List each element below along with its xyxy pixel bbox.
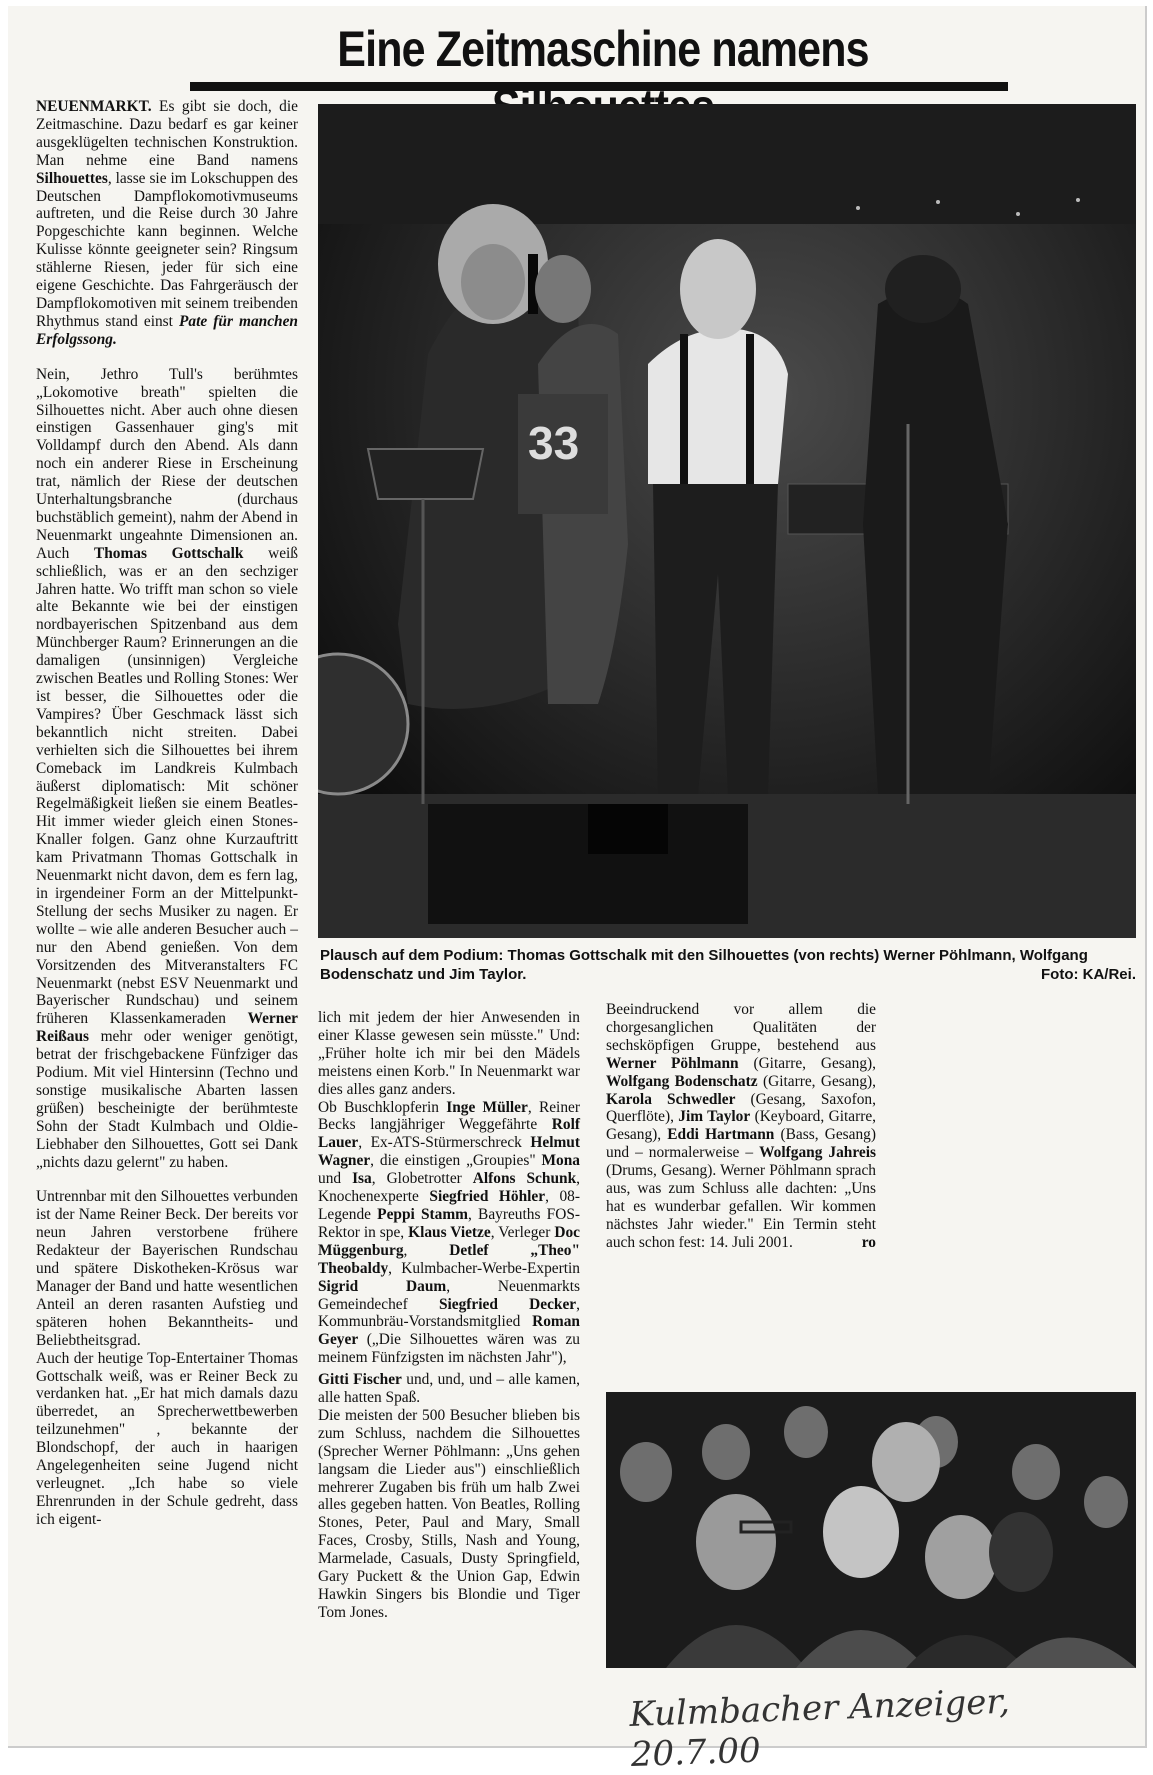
column-1 (36, 98, 298, 1529)
paragraph-klasse: lich mit jedem der hier Anwesenden in einer Klasse gewesen sein müsste." Und: „Früher holte ich mir bei den Mädels meistens einen Korb." In Neuenmarkt war dies alles ganz anders. (318, 1009, 580, 1098)
paragraph-reiner-beck: Untrennbar mit den Silhouettes verbunden ist der Name Reiner Beck. Der bereits vor neun Jahren verstorbene frühere Redakteur der Bayerischen Rundschau und spätere Diskotheken-Krösus war Manager der Band und hatte wesentlichen Anteil an deren rasanten Aufstieg und späteren hohen Bekanntheits- und Beliebtheitsgrad. (36, 1188, 298, 1349)
crowd-photo (606, 1392, 1136, 1668)
dateline: NEUENMARKT. (36, 98, 152, 115)
column-2 (318, 1009, 580, 1622)
paragraph-besucher: Die meisten der 500 Besucher blieben bis zum Schluss, nachdem die Silhouettes (Sprecher Werner Pöhlmann: „Uns gehen langsam die Lieder aus") einschließlich mehrerer Zugaben bis früh um halb Zwei alles gegeben hatten. Von Beatles, Rolling Stones, Peter, Paul and Mary, Small Faces, Crosby, Stills, Nash and Young, Marmelade, Casuals, Dusty Springfield, Gary Puckett & the Union Gap, Edwin Hawkin Singers bis Blondie und Tiger Tom Jones. (318, 1406, 580, 1621)
svg-text:33: 33 (528, 417, 580, 469)
caption-text: Plausch auf dem Podium: Thomas Gottschalk mit den Silhouettes (von rechts) Werner Pöhlmann, Wolfgang Bodenschatz und Jim Taylor. (320, 947, 1088, 983)
paragraph-intro: NEUENMARKT. Es gibt sie doch, die Zeitmaschine. Dazu bedarf es gar keiner ausgeklügelten technischen Konstruktion. Man nehme eine Band namens Silhouettes, lasse sie im Lokschuppen des Deutschen Dampflokomotivmuseums auftreten, und die Reise durch 30 Jahre Popgeschichte kann beginnen. Welche Kulisse könnte geeigneter sein? Ringsum stählerne Riesen, jeder für sich eine eigene Geschichte. Das Fahrgeräusch der Dampflokomotiven mit seinem treibenden Rhythmus stand einst Pate für manchen Erfolgssong. (36, 98, 298, 348)
paragraph-guests: Ob Buschklopferin Inge Müller, Reiner Becks langjähriger Weggefährte Rolf Lauer, Ex-ATS-Stürmerschreck Helmut Wagner, die einstigen „Groupies" Mona und Isa, Globetrotter Alfons Schunk, Knochenexperte Siegfried Höhler, 08-Legende Peppi Stamm, Bayreuths FOS-Rektor in spe, Klaus Vietze, Verleger Doc Müggenburg, Detlef „Theo" Theobaldy, Kulmbacher-Werbe-Expertin Sigrid Daum, Neuenmarkts Gemeindechef Siegfried Decker, Kommunbräu-Vorstandsmitglied Roman Geyer („Die Silhouettes wären was zu meinem Fünfzigsten im nächsten Jahr"), (318, 1098, 581, 1367)
column-3 (606, 1001, 876, 1252)
author-initials: ro (861, 1233, 876, 1251)
stage-photo (318, 104, 1136, 938)
headline: Eine Zeitmaschine namens (337, 21, 869, 77)
paragraph-band-members: Beeindruckend vor allem die chorgesanglichen Qualitäten der sechsköpfigen Gruppe, bestehend aus Werner Pöhlmann (Gitarre, Gesang), Wolfgang Bodenschatz (Gitarre, Gesang), Karola Schwedler (Gesang, Saxofon, Querflöte), Jim Taylor (Keyboard, Gitarre, Gesang), Eddi Hartmann (Bass, Gesang) und – normalerweise – Wolfgang Jahreis (Drums, Gesang). Werner Pöhlmann sprach aus, was zum Schluss alle dachten: „Uns hat es wunderbar gefallen. Wir kommen nächstes Jahr wieder." Ein Termin steht auch schon fest: 14. Juli 2001. ro (606, 1001, 877, 1251)
stage-photo-illustration (318, 104, 1136, 938)
crowd-photo-illustration (606, 1392, 1136, 1668)
paragraph-gitti: Gitti Fischer und, und, und – alle kamen, alle hatten Spaß. (318, 1371, 580, 1407)
paragraph-entertainer: Auch der heutige Top-Entertainer Thomas Gottschalk weiß, was er Reiner Beck zu verdanken hat. „Er hat mich damals dazu überredet, an Sprecherwettbewerben teilzunehmen" , bekannte der Blondschopf, der auch in haarigen Angelegenheiten seine Jugend nicht verleugnet. „Ich habe so viele Ehrenrunden in der Schule gedreht, dass ich eigent- (36, 1349, 298, 1528)
photo-credit: Foto: KA/Rei. (1041, 966, 1136, 983)
paragraph-jethro: Nein, Jethro Tull's berühmtes „Lokomotive breath" spielten die Silhouettes nicht. Aber auch ohne diesen einstigen Gassenhauer ging's mit Volldampf durch den Abend. Als dann noch ein anderer Riese in Erscheinung trat, nämlich der Riese der deutschen Unterhaltungsbranche (durchaus buchstäblich gemeint), nahm der Abend in Neuenmarkt ungeahnte Dimensionen an. Auch Thomas Gottschalk weiß schließlich, was er an den sechziger Jahren hatte. Wo trifft man schon so viele alte Bekannte wie bei der einstigen nordbayerischen Spitzenband aus dem Münchberger Raum? Erinnerungen an die damaligen (unsinnigen) Vergleiche zwischen Beatles und Rolling Stones: Wer ist besser, die Silhouettes oder die Vampires? Über Geschmack lässt sich bekanntlich nicht streiten. Dabei verhielten sich die Silhouettes bei ihrem Comeback im Landkreis Kulmbach äußerst diplomatisch: Mit schöner Regelmäßigkeit ließen sie einem Beatles-Hit immer wieder gleich einen Stones-Knaller folgen. Ganz ohne Kurzauftritt kam Privatmann Thomas Gottschalk in Neuenmarkt nicht davon, dem es fern lag, in irgendeiner Form an der Mittelpunkt-Stellung der sechs Musiker zu nagen. Er wollte – wie alle anderen Besucher auch – nur den Abend genießen. Von dem Vorsitzenden des Mitveranstalters FC Neuenmarkt (nebst ESV Neuenmarkt und Bayerischer Rundschau) und seinem früheren Klassenkameraden Werner Reißaus mehr oder weniger genötigt, betrat der frischgebackene Fünfziger das Podium. Mit viel Hintersinn (Techno und sonstige musikalische Abarten lassen grüßen) bescheinigte der berühmteste Sohn der Stadt Kulmbach und Oldie-Liebhaber den Silhouettes, Gott sei Dank „nichts dazu gelernt" zu haben. (36, 365, 298, 1171)
photo-caption (320, 946, 1136, 984)
headline-rule (190, 82, 1008, 91)
handwritten-source-note: Kulmbacher Anzeiger, 20.7.00 (628, 1681, 1011, 1775)
newspaper-clipping (8, 6, 1147, 1775)
